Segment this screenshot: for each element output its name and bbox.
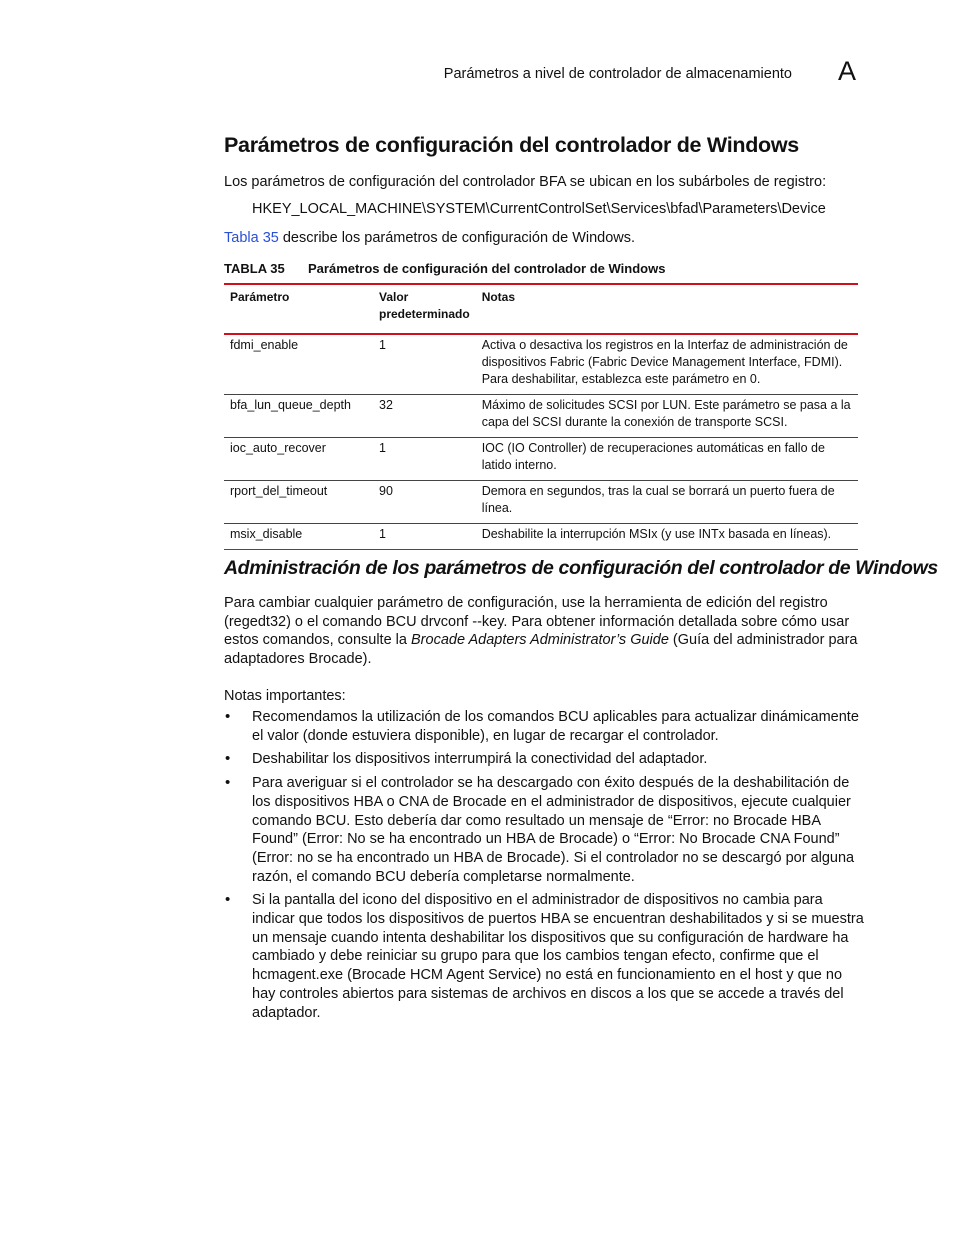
table-row bbox=[224, 395, 858, 438]
cell-notes: Deshabilite la interrupción MSIx (y use INTx basada en líneas). bbox=[476, 524, 858, 550]
cell-notes: IOC (IO Controller) de recuperaciones automáticas en fallo de latido interno. bbox=[476, 438, 858, 481]
cell-parameter: fdmi_enable bbox=[224, 334, 373, 395]
cell-parameter: ioc_auto_recover bbox=[224, 438, 373, 481]
subsection-title: Administración de los parámetros de configuración del controlador de Windows bbox=[224, 557, 938, 579]
header-section-title: Parámetros a nivel de controlador de almacenamiento bbox=[443, 66, 792, 82]
cell-default: 1 bbox=[373, 524, 476, 550]
list-item-text: Si la pantalla del icono del dispositivo en el administrador de dispositivos no cambia para indicar que todos los dispositivos de puertos HBA se encuentran deshabilitados y si se muestra un mensaje cuando intenta deshabilitar los dispositivos que su configuración de hardware ha cambiado y debe reiniciar su grupo para que los cambios tengan efecto, confirme que el hcmagent.exe (Brocade HCM Agent Service) no está en funcionamiento en el host y que no hay controles abiertos para sistemas de archivos en discos a los que se accede a través del adaptador. bbox=[252, 892, 864, 1021]
section-title: Parámetros de configuración del controlador de Windows bbox=[224, 133, 799, 157]
book-title: Brocade Adapters Administrator’s Guide bbox=[411, 632, 669, 649]
table-row bbox=[224, 334, 858, 395]
cell-parameter: rport_del_timeout bbox=[224, 481, 373, 524]
cell-default: 90 bbox=[373, 481, 476, 524]
admin-paragraph bbox=[224, 594, 869, 669]
header-valor: Valor predeterminado bbox=[373, 284, 476, 334]
cell-parameter: msix_disable bbox=[224, 524, 373, 550]
admin-text-2: . Para obtener información detallada sobre cómo usar estos comandos, consulte la bbox=[224, 613, 850, 649]
list-item-text: Recomendamos la utilización de los comandos BCU aplicables para actualizar dinámicamente el valor (donde estuviera disponible), en lugar de recargar el controlador. bbox=[252, 709, 859, 744]
list-item-text: Deshabilitar los dispositivos interrumpirá la conectividad del adaptador. bbox=[252, 751, 708, 768]
header-parametro: Parámetro bbox=[224, 284, 373, 334]
table-header-row bbox=[224, 284, 858, 334]
cell-parameter: bfa_lun_queue_depth bbox=[224, 395, 373, 438]
cell-notes: Activa o desactiva los registros en la Interfaz de administración de dispositivos Fabric (Fabric Device Management Interface, FDMI). Para deshabilitar, establezca este parámetro en 0. bbox=[476, 334, 858, 395]
bullet-icon: • bbox=[225, 708, 231, 725]
list-item bbox=[224, 708, 869, 745]
cell-default: 1 bbox=[373, 334, 476, 395]
cell-default: 32 bbox=[373, 395, 476, 438]
admin-text-3: (Guía del administrador para adaptadores Brocade). bbox=[224, 632, 858, 668]
notes-list bbox=[224, 708, 869, 1027]
list-item bbox=[224, 774, 869, 886]
registry-path: HKEY_LOCAL_MACHINE\SYSTEM\CurrentControlSet\Services\bfad\Parameters\Device bbox=[252, 201, 826, 217]
appendix-letter: A bbox=[837, 56, 856, 86]
parameters-table bbox=[224, 283, 858, 550]
bullet-icon: • bbox=[225, 891, 231, 909]
bullet-icon: • bbox=[225, 750, 231, 768]
table-caption bbox=[224, 261, 665, 276]
list-item-text: Para averiguar si el controlador se ha descargado con éxito después de la deshabilitación de los dispositivos HBA o CNA de Brocade en el administrador de dispositivos, ejecute cualquier comando BCU. Esto debería dar como resultado un mensaje de “Error: no Brocade HBA Found” (Error: No se ha encontrado un HBA de Brocade) o “Error: No Brocade CNA Found” (Error: no se ha encontrado un HBA de Brocade). Si el controlador no se descargó por alguna razón, el comando BCU debería completarse normalmente. bbox=[252, 775, 855, 885]
intro-paragraph: Los parámetros de configuración del controlador BFA se ubican en los subárboles de registro: bbox=[224, 174, 827, 190]
table-caption-number: TABLA 35 bbox=[224, 261, 285, 276]
table-row bbox=[224, 481, 858, 524]
table-row bbox=[224, 438, 858, 481]
admin-text-1: Para cambiar cualquier parámetro de configuración, use la herramienta de edición del registro (regedt32) o el comando BCU bbox=[224, 595, 828, 630]
table-reference-text: describe los parámetros de configuración de Windows. bbox=[278, 230, 636, 246]
command-name: drvconf --key bbox=[420, 613, 504, 630]
list-item bbox=[224, 750, 869, 769]
table-row bbox=[224, 524, 858, 550]
list-item bbox=[224, 891, 869, 1022]
bullet-icon: • bbox=[225, 774, 231, 792]
cell-default: 1 bbox=[373, 438, 476, 481]
table-caption-title: Parámetros de configuración del controlador de Windows bbox=[308, 261, 666, 276]
header-notas: Notas bbox=[476, 284, 858, 334]
notes-label: Notas importantes: bbox=[224, 688, 346, 704]
table-35-link[interactable]: Tabla 35 bbox=[224, 230, 279, 246]
page-header bbox=[216, 56, 856, 86]
table-reference-paragraph bbox=[224, 229, 869, 248]
cell-notes: Máximo de solicitudes SCSI por LUN. Este parámetro se pasa a la capa del SCSI durante la conexión de transporte SCSI. bbox=[476, 395, 858, 438]
cell-notes: Demora en segundos, tras la cual se borrará un puerto fuera de línea. bbox=[476, 481, 858, 524]
